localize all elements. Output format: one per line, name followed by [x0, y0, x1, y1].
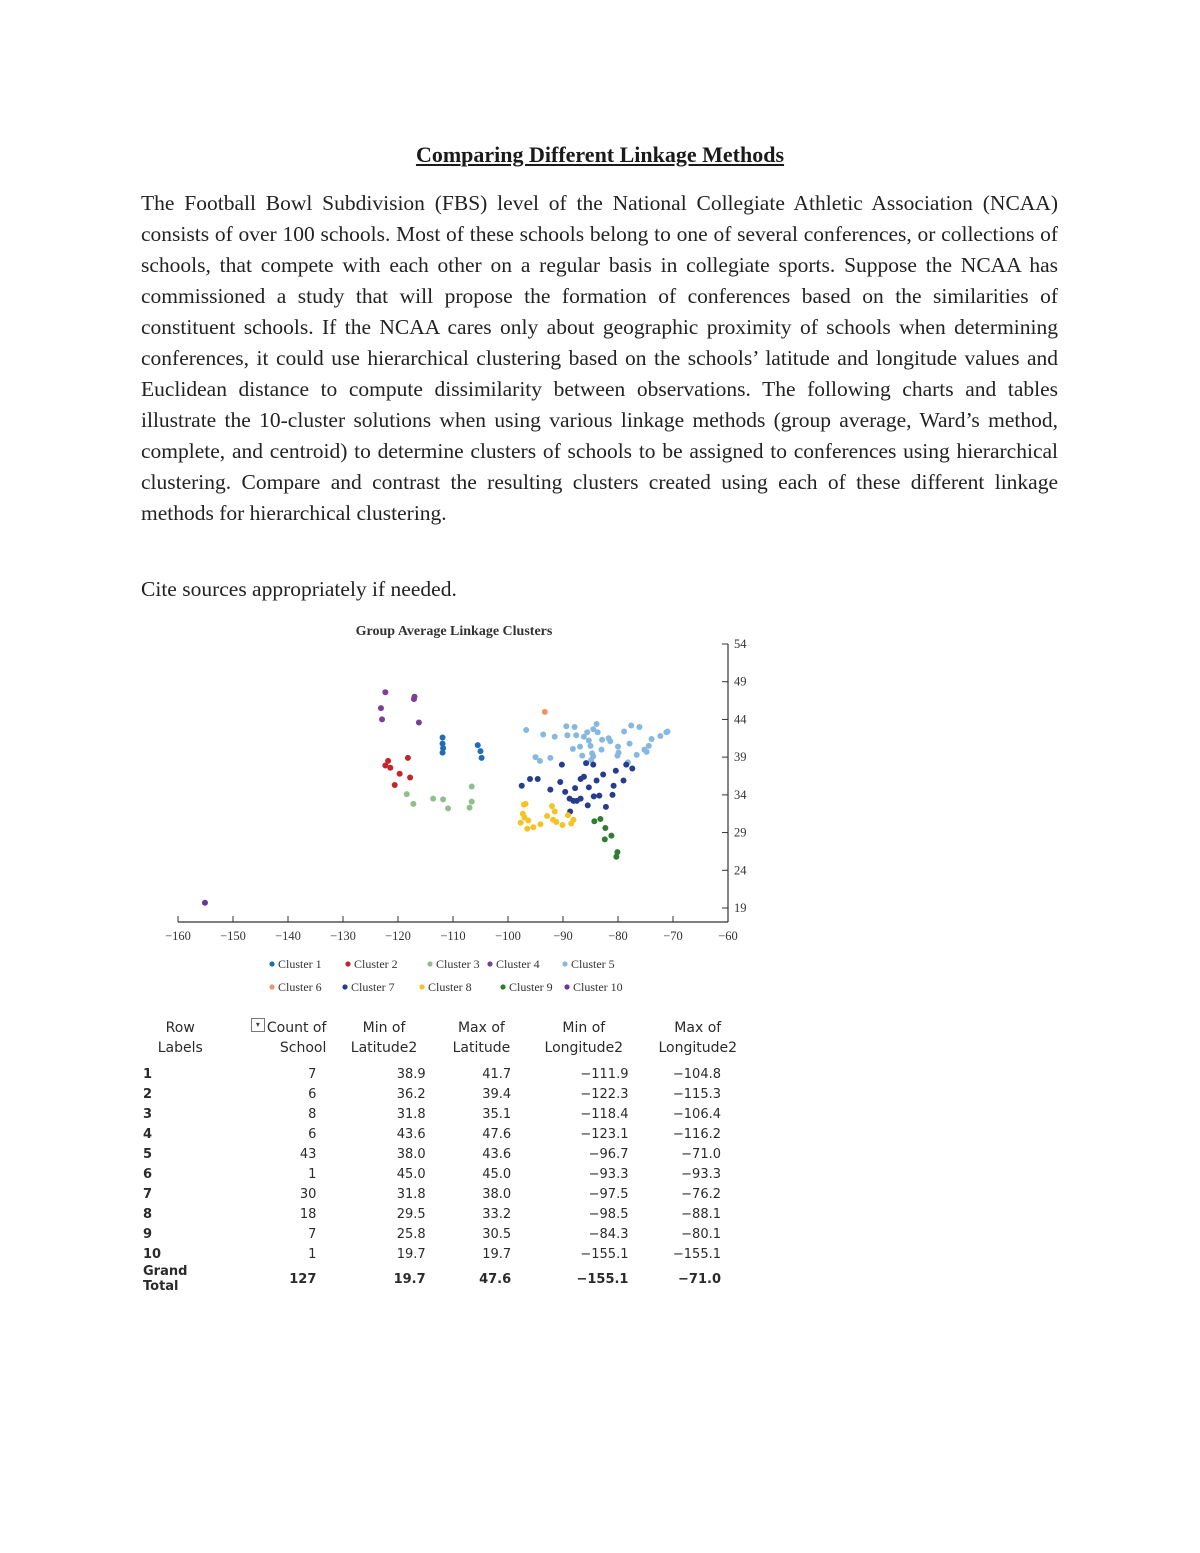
data-point [599, 747, 605, 753]
row-label-cell: Grand Total [143, 1264, 188, 1294]
data-point [596, 793, 602, 799]
data-point [586, 738, 592, 744]
value-cell: 19.7 [482, 1246, 512, 1262]
data-point [550, 817, 556, 823]
value-cell: 47.6 [479, 1271, 512, 1287]
header-line: Max of [674, 1020, 722, 1036]
data-point [610, 792, 616, 798]
data-point [467, 805, 473, 811]
data-point [627, 741, 633, 747]
x-tick-label: −130 [330, 929, 356, 943]
data-point [595, 729, 601, 735]
x-tick-label: −110 [440, 929, 466, 943]
legend-marker [419, 984, 424, 989]
header-line: Max of [457, 1020, 505, 1036]
value-cell: 43.6 [482, 1146, 512, 1162]
data-point [591, 793, 597, 799]
data-point [615, 744, 621, 750]
header-line: Count of [266, 1020, 327, 1036]
table-row [143, 1244, 753, 1264]
data-point [522, 814, 528, 820]
document-title: Comparing Different Linkage Methods [415, 142, 785, 167]
legend-marker [342, 984, 347, 989]
table-row [143, 1144, 753, 1164]
data-point [565, 812, 571, 818]
data-point [202, 900, 208, 906]
data-point [397, 771, 403, 777]
legend-marker [500, 984, 505, 989]
data-point [552, 734, 558, 740]
value-cell: −93.3 [588, 1166, 629, 1182]
data-point [591, 818, 597, 824]
data-point [378, 705, 384, 711]
value-cell: 30.5 [482, 1226, 512, 1242]
x-tick-label: −160 [165, 929, 191, 943]
data-point [519, 783, 525, 789]
table-total-row [143, 1264, 753, 1294]
value-cell: 35.1 [482, 1106, 512, 1122]
legend-label: Cluster 3 [436, 957, 480, 971]
value-cell: 47.6 [482, 1126, 512, 1142]
header-line: Min of [562, 1020, 606, 1036]
data-point [570, 746, 576, 752]
data-point [478, 748, 484, 754]
data-point [623, 762, 629, 768]
data-point [634, 752, 640, 758]
data-point [628, 722, 634, 728]
value-cell: 38.9 [396, 1066, 426, 1082]
value-cell: 1 [308, 1166, 317, 1182]
header-line: Latitude [452, 1040, 511, 1056]
y-tick-label: 44 [734, 712, 747, 727]
data-point [412, 694, 418, 700]
x-tick-label: −140 [275, 929, 301, 943]
value-cell: 7 [308, 1226, 317, 1242]
value-cell: 30 [299, 1186, 317, 1202]
data-point [469, 784, 475, 790]
table-row [143, 1104, 753, 1124]
legend-marker [487, 961, 492, 966]
legend-label: Cluster 8 [428, 980, 472, 994]
value-cell: 127 [289, 1271, 317, 1287]
legend-label: Cluster 6 [278, 980, 322, 994]
y-tick-label: 34 [734, 787, 747, 802]
chart-axes [165, 637, 747, 943]
value-cell: 19.7 [393, 1271, 426, 1287]
header-line: Row [165, 1020, 195, 1036]
data-point [475, 742, 481, 748]
x-tick-label: −100 [495, 929, 521, 943]
data-point [540, 732, 546, 738]
header-line: Longitude2 [658, 1040, 738, 1056]
value-cell: −84.3 [588, 1226, 629, 1242]
data-point [665, 728, 671, 734]
data-point [649, 736, 655, 742]
data-point [559, 762, 565, 768]
value-cell: −155.1 [580, 1246, 629, 1262]
value-cell: −111.9 [580, 1066, 629, 1082]
value-cell: −98.5 [588, 1206, 629, 1222]
data-point [552, 808, 558, 814]
chart-points [202, 689, 671, 905]
value-cell: 1 [308, 1246, 317, 1262]
value-cell: −88.1 [681, 1206, 721, 1222]
value-cell: 18 [299, 1206, 317, 1222]
header-line: Longitude2 [544, 1040, 624, 1056]
row-label-cell: 8 [143, 1206, 153, 1222]
value-cell: 41.7 [482, 1066, 512, 1082]
value-cell: 29.5 [396, 1206, 426, 1222]
data-point [602, 825, 608, 831]
data-point [657, 733, 663, 739]
data-point [440, 750, 446, 756]
filter-dropdown-icon[interactable]: ▾ [251, 1018, 265, 1032]
row-label-cell: 1 [143, 1066, 153, 1082]
table-row [143, 1224, 753, 1244]
data-point [530, 824, 536, 830]
data-point [564, 732, 570, 738]
cite-note: Cite sources appropriately if needed. [141, 577, 457, 601]
data-point [382, 689, 388, 695]
data-point [607, 738, 613, 744]
chart-title: Group Average Linkage Clusters [355, 624, 553, 639]
table-row [143, 1124, 753, 1144]
row-label-cell: 10 [143, 1246, 162, 1262]
y-tick-label: 54 [734, 637, 747, 651]
data-point [547, 755, 553, 761]
data-point [440, 796, 446, 802]
value-cell: 43.6 [396, 1126, 426, 1142]
value-cell: −106.4 [672, 1106, 721, 1122]
data-point [407, 775, 413, 781]
row-label-cell: 4 [143, 1126, 153, 1142]
value-cell: 25.8 [396, 1226, 426, 1242]
data-point [581, 774, 587, 780]
data-point [621, 728, 627, 734]
x-tick-label: −60 [718, 929, 738, 943]
data-point [614, 849, 620, 855]
y-tick-label: 39 [734, 750, 747, 765]
legend-marker [562, 961, 567, 966]
table-header-row [143, 1018, 753, 1064]
header-line: Labels [157, 1040, 203, 1056]
value-cell: −155.1 [672, 1246, 721, 1262]
data-point [585, 802, 591, 808]
header-line: Min of [362, 1020, 406, 1036]
value-cell: 45.0 [482, 1166, 512, 1182]
value-cell: −97.5 [588, 1186, 629, 1202]
table-row [143, 1064, 753, 1084]
value-cell: −71.0 [681, 1146, 721, 1162]
data-point [544, 813, 550, 819]
value-cell: 43 [299, 1146, 317, 1162]
data-point [568, 821, 574, 827]
legend-label: Cluster 10 [573, 980, 623, 994]
data-point [518, 820, 524, 826]
value-cell: 6 [308, 1126, 317, 1142]
data-point [629, 765, 635, 771]
header-min-long [525, 1018, 642, 1064]
data-point [537, 821, 543, 827]
legend-label: Cluster 5 [571, 957, 615, 971]
legend-marker [564, 984, 569, 989]
legend-label: Cluster 4 [496, 957, 540, 971]
table-row [143, 1084, 753, 1104]
legend-marker [345, 961, 350, 966]
y-tick-label: 49 [734, 674, 747, 689]
data-point [410, 801, 416, 807]
chart-legend [269, 957, 622, 994]
data-point [594, 778, 600, 784]
data-point [416, 719, 422, 725]
value-cell: −96.7 [588, 1146, 629, 1162]
data-point [594, 721, 600, 727]
table-row [143, 1164, 753, 1184]
legend-marker [269, 984, 274, 989]
legend-label: Cluster 7 [351, 980, 395, 994]
data-point [577, 744, 583, 750]
value-cell: 45.0 [396, 1166, 426, 1182]
data-point [583, 760, 589, 766]
data-point [608, 833, 614, 839]
data-point [621, 778, 627, 784]
row-label-cell: 9 [143, 1226, 153, 1242]
row-label-cell: 2 [143, 1086, 153, 1102]
value-cell: 36.2 [396, 1086, 426, 1102]
data-point [527, 776, 533, 782]
row-label-cell: 5 [143, 1146, 153, 1162]
scatter-chart [140, 612, 760, 1002]
value-cell: −123.1 [580, 1126, 629, 1142]
value-cell: −115.3 [672, 1086, 721, 1102]
data-point [572, 785, 578, 791]
data-point [387, 765, 393, 771]
data-point [523, 727, 529, 733]
data-point [524, 826, 530, 832]
data-point [579, 753, 585, 759]
cluster-summary-table [143, 1018, 753, 1294]
data-point [614, 753, 620, 759]
value-cell: −71.0 [678, 1271, 721, 1287]
data-point [547, 787, 553, 793]
data-point [535, 776, 541, 782]
x-tick-label: −120 [385, 929, 411, 943]
legend-marker [269, 961, 274, 966]
data-point [557, 779, 563, 785]
data-point [404, 791, 410, 797]
value-cell: −80.1 [681, 1226, 721, 1242]
data-point [578, 796, 584, 802]
x-tick-label: −150 [220, 929, 246, 943]
data-point [573, 732, 579, 738]
header-line: School [279, 1040, 327, 1056]
data-point [644, 749, 650, 755]
data-point [479, 755, 485, 761]
legend-label: Cluster 9 [509, 980, 553, 994]
header-row-labels [143, 1018, 217, 1064]
value-cell: 6 [308, 1086, 317, 1102]
data-point [440, 735, 446, 741]
header-count [217, 1018, 330, 1064]
data-point [597, 816, 603, 822]
value-cell: −118.4 [580, 1106, 629, 1122]
value-cell: −122.3 [580, 1086, 629, 1102]
data-point [542, 709, 548, 715]
data-point [584, 729, 590, 735]
y-tick-label: 29 [734, 825, 747, 840]
data-point [602, 836, 608, 842]
data-point [613, 768, 619, 774]
data-point [611, 783, 617, 789]
data-point [603, 804, 609, 810]
data-point [599, 737, 605, 743]
row-label-cell: 7 [143, 1186, 153, 1202]
data-point [646, 743, 652, 749]
table-row [143, 1204, 753, 1224]
value-cell: 31.8 [396, 1186, 426, 1202]
table-row [143, 1184, 753, 1204]
value-cell: 38.0 [482, 1186, 512, 1202]
value-cell: 31.8 [396, 1106, 426, 1122]
data-point [445, 805, 451, 811]
data-point [523, 801, 529, 807]
legend-marker [427, 961, 432, 966]
body-paragraph: The Football Bowl Subdivision (FBS) level of the National Collegiate Athletic Association (NCAA) consists of over 100 schools. Most of these schools belong to one of several conferences, or collections of schools, that compete with each other on a regular basis in collegiate sports. Suppose the NCAA has commissioned a study that will propose the formation of conferences based on the similarities of constituent schools. If the NCAA cares only about geographic proximity of schools when determining conferences, it could use hierarchical clustering based on the schools’ latitude and longitude values and Euclidean distance to compute dissimilarity between observations. The following charts and tables illustrate the 10-cluster solutions when using various linkage methods (group average, Ward’s method, complete, and centroid) to determine clusters of schools to be assigned to conferences using hierarchical clustering. Compare and contrast the resulting clusters created using each of these different linkage methods for hierarchical clustering. [141, 191, 1058, 525]
data-point [586, 784, 592, 790]
data-point [469, 799, 475, 805]
data-point [590, 762, 596, 768]
value-cell: 19.7 [396, 1246, 426, 1262]
y-tick-label: 19 [734, 901, 747, 915]
data-point [405, 755, 411, 761]
value-cell: 38.0 [396, 1146, 426, 1162]
header-line: Latitude2 [350, 1040, 418, 1056]
value-cell: −93.3 [681, 1166, 721, 1182]
x-tick-label: −80 [608, 929, 628, 943]
data-point [600, 771, 606, 777]
data-point [430, 796, 436, 802]
row-label-cell: 3 [143, 1106, 153, 1122]
data-point [588, 743, 594, 749]
value-cell: 39.4 [482, 1086, 512, 1102]
x-tick-label: −70 [663, 929, 683, 943]
data-point [572, 724, 578, 730]
header-min-lat [330, 1018, 437, 1064]
data-point [392, 782, 398, 788]
value-cell: −104.8 [672, 1066, 721, 1082]
header-max-long [642, 1018, 753, 1064]
row-label-cell: 6 [143, 1166, 153, 1182]
data-point [563, 723, 569, 729]
y-tick-label: 24 [734, 863, 747, 878]
value-cell: 33.2 [482, 1206, 512, 1222]
legend-label: Cluster 2 [354, 957, 398, 971]
data-point [533, 754, 539, 760]
data-point [549, 803, 555, 809]
value-cell: −155.1 [576, 1271, 629, 1287]
data-point [559, 822, 565, 828]
table-body [143, 1064, 753, 1294]
data-point [379, 716, 385, 722]
data-point [636, 724, 642, 730]
data-point [562, 789, 568, 795]
value-cell: 8 [308, 1106, 317, 1122]
x-tick-label: −90 [553, 929, 573, 943]
value-cell: −76.2 [681, 1186, 721, 1202]
value-cell: 7 [308, 1066, 317, 1082]
header-max-lat [438, 1018, 525, 1064]
value-cell: −116.2 [672, 1126, 721, 1142]
legend-label: Cluster 1 [278, 957, 322, 971]
